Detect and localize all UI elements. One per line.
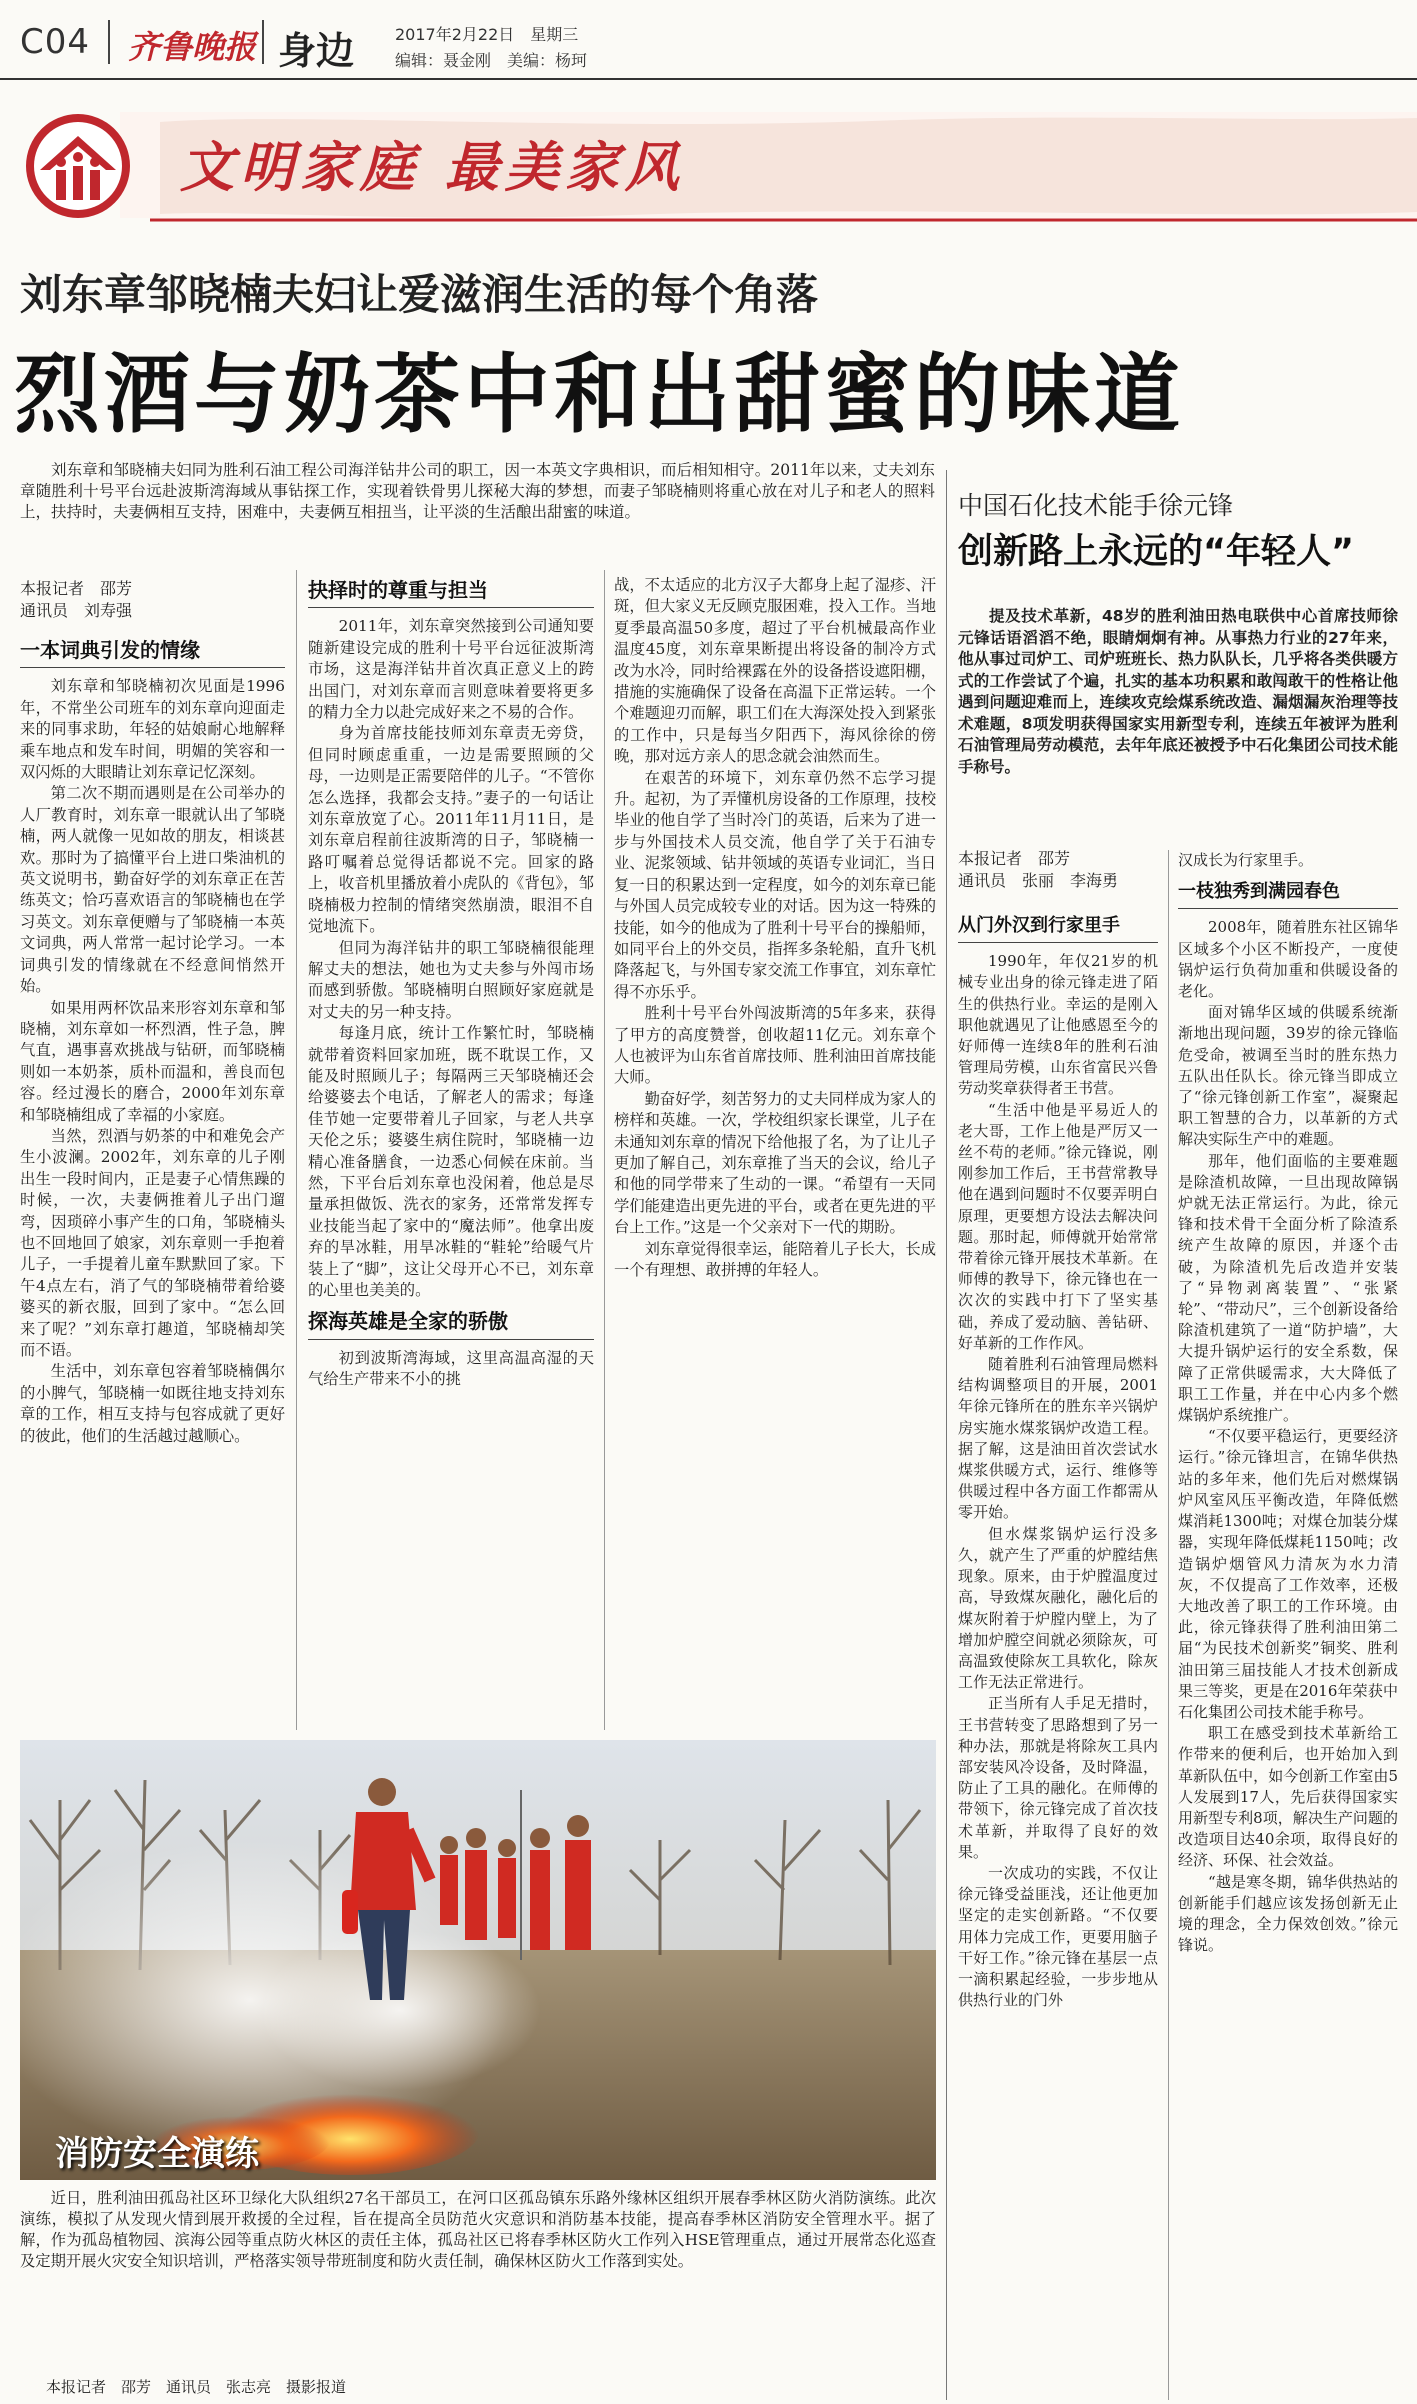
paragraph: 1990年，年仅21岁的机械专业出身的徐元锋走进了陌生的供热行业。幸运的是刚入职他就遇见了让他感恩至今的好师傅一连续8年的胜利石油管理局劳模，山东省富民兴鲁劳动奖章获得者王书营。 bbox=[958, 952, 1158, 1098]
paragraph: 正当所有人手足无措时，王书营转变了思路想到了另一种办法，那就是将除灰工具内部安装风冷设备，及时降温，防止了工具的融化。在师傅的带领下，徐元锋完成了首次技术革新，并取得了良好的效果。 bbox=[958, 1694, 1158, 1861]
story-divider bbox=[946, 470, 947, 2400]
paragraph: 身为首席技能技师刘东章责无旁贷，但同时顾虑重重，一边是需要照顾的父母，一边则是正需要陪伴的儿子。“不管你怎么选择，我都会支持。”妻子的一句话让刘东章放宽了心。2011年11月11日，是刘东章启程前往波斯湾的日子，邹晓楠一路叮嘱着总觉得话都说不完。回家的路上，收音机里播放着小虎队的《背包》，邹晓楠极力控制的情绪突然崩溃，眼泪不自觉地流下。 bbox=[308, 724, 594, 936]
side-story-byline bbox=[958, 848, 1158, 892]
section-heading: 从门外汉到行家里手 bbox=[958, 909, 1158, 943]
masthead-divider bbox=[262, 20, 264, 64]
paragraph: “越是寒冬期，锦华供热站的创新能手们越应该发扬创新无止境的理念，全力保效创效。”徐元锋说。 bbox=[1178, 1872, 1398, 1955]
paragraph: “生活中他是平易近人的老大哥，工作上他是严厉又一丝不苟的老师。”徐元锋说，刚刚参加工作后，王书营常教导他在遇到问题时不仅要弄明白原理，更要想方设法去解决问题。那时起，师傅就开始常常带着徐元锋开展技术革新。在师傅的教导下，徐元锋也在一次次的实践中打下了坚实基础，养成了爱动脑、善钻研、好革新的工作作风。 bbox=[958, 1100, 1158, 1352]
side-story-headline: 创新路上永远的“年轻人” bbox=[958, 532, 1355, 572]
paragraph: 如果用两杯饮品来形容刘东章和邹晓楠，刘东章如一杯烈酒，性子急，脾气直，遇事喜欢挑战与钻研，而邹晓楠则如一本奶茶，质朴而温和，善良而包容。经过漫长的磨合，2000年刘东章和邹晓楠组成了幸福的小家庭。 bbox=[20, 998, 285, 1124]
section-heading: 抉择时的尊重与担当 bbox=[308, 574, 594, 608]
paragraph: 生活中，刘东章包容着邹晓楠偶尔的小脾气，邹晓楠一如既往地支持刘东章的工作，相互支持与包容成就了更好的彼此，他们的生活越过越顺心。 bbox=[20, 1362, 285, 1445]
newspaper-name: 齐鲁晚报 bbox=[128, 28, 257, 66]
paragraph: “不仅要平稳运行，更要经济运行。”徐元锋坦言，在锦华供热站的多年来，他们先后对燃煤锅炉风室风压平衡改造，年降低燃煤消耗1300吨；对煤仓加装分煤器，实现年降低煤耗1150吨；改造锅炉烟管风力清灰为水力清灰，不仅提高了工作效率，还极大地改善了职工的工作环境。由此，徐元锋获得了胜利油田第二届“为民技术创新奖”铜奖、胜利油田第三届技能人才技术创新成果三等奖，更是在2016年荣获中石化集团公司技术能手称号。 bbox=[1178, 1427, 1398, 1721]
article-byline bbox=[20, 578, 290, 622]
paragraph: 汉成长为行家里手。 bbox=[1178, 851, 1314, 869]
section-heading: 一枝独秀到满园春色 bbox=[1178, 875, 1398, 909]
section-title: 身边 bbox=[278, 29, 355, 73]
paragraph: 刘东章觉得很幸运，能陪着儿子长大，长成一个有理想、敢拼搏的年轻人。 bbox=[614, 1239, 936, 1279]
paragraph: 刘东章和邹晓楠初次见面是1996年，不常坐公司班车的刘东章向迎面走来的同事求助，年轻的姑娘耐心地解释乘车地点和发车时间，明媚的笑容和一双闪烁的大眼睛让刘东章记忆深刻。 bbox=[20, 677, 285, 782]
civilized-family-logo bbox=[22, 110, 134, 222]
editor-credit: 编辑：聂金刚 美编：杨珂 bbox=[395, 51, 588, 70]
article-headline: 烈酒与奶茶中和出甜蜜的味道 bbox=[14, 345, 1184, 445]
paragraph: 随着胜利石油管理局燃料结构调整项目的开展，2001年徐元锋所在的胜东辛兴锅炉房实施水煤浆锅炉改造工程。据了解，这是油田首次尝试水煤浆供暖方式，运行、维修等供暖过程中各方面工作都需从零开始。 bbox=[958, 1355, 1158, 1522]
article-subheadline: 刘东章邹晓楠夫妇让爱滋润生活的每个角落 bbox=[20, 270, 819, 319]
banner-title: 文明家庭 最美家风 bbox=[180, 135, 685, 199]
correspondent-credit: 通讯员 张丽 李海勇 bbox=[958, 871, 1119, 890]
section-heading: 探海英雄是全家的骄傲 bbox=[308, 1305, 594, 1339]
fire-drill-photo bbox=[20, 1740, 936, 2180]
paragraph: 一次成功的实践，不仅让徐元锋受益匪浅，还让他更加坚定的走实创新路。“不仅要用体力完成工作，更要用脑子干好工作。”徐元锋在基层一点一滴积累起经验，一步步地从供热行业的门外 bbox=[958, 1863, 1158, 2010]
page-number: C04 bbox=[20, 22, 91, 62]
column-rule bbox=[604, 570, 605, 1730]
paragraph: 2011年，刘东章突然接到公司通知要随新建设完成的胜利十号平台远征波斯湾市场，这是海洋钻井首次真正意义上的跨出国门，对刘东章而言则意味着要将更多的精力全力以赴完成好来之不易的合作。 bbox=[308, 617, 594, 722]
paragraph: 但水煤浆锅炉运行没多久，就产生了严重的炉膛结焦现象。原来，由于炉膛温度过高，导致煤灰融化，融化后的煤灰附着于炉膛内壁上，为了增加炉膛空间就必须除灰，可高温致使除灰工具软化，除灰工作无法正常进行。 bbox=[958, 1524, 1158, 1692]
paragraph: 当然，烈酒与奶茶的中和难免会产生小波澜。2002年，刘东章的儿子刚出生一段时间内，正是妻子心情焦躁的时候，一次，夫妻俩推着儿子出门遛弯，因琐碎小事产生的口角，邹晓楠头也不回地回了娘家，刘东章则一手抱着儿子，一手提着儿童车默默回了家。下午4点左右，消了气的邹晓楠带着给婆婆买的新衣服，回到了家中。“怎么回来了呢？”刘东章打趣道，邹晓楠却笑而不语。 bbox=[20, 1126, 285, 1359]
issue-date: 2017年2月22日 星期三 bbox=[395, 25, 579, 44]
paragraph: 胜利十号平台外闯波斯湾的5年多来，获得了甲方的高度赞誉，创收超11亿元。刘东章个人也被评为山东省首席技师、胜利油田首席技能大师。 bbox=[614, 1004, 936, 1087]
paragraph: 第二次不期而遇则是在公司举办的人厂教育时，刘东章一眼就认出了邹晓楠，两人就像一见如故的朋友，相谈甚欢。那时为了搞懂平台上进口柴油机的英文说明书，勤奋好学的刘东章正在苦练英文；恰巧喜欢语言的邹晓楠也在学习英文。刘东章便赠与了邹晓楠一本英文词典，两人常常一起讨论学习。一本词典引发的情缘就在不经意间悄然开始。 bbox=[20, 784, 285, 996]
paragraph: 战，不太适应的北方汉子大都身上起了湿疹、汗斑，但大家义无反顾克服困难，投入工作。当地夏季最高温50多度，超过了平台机械最高作业温度45度，刘东章果断提出将设备的制冷方式改为水冷，同时给裸露在外的设备搭设遮阳棚，措施的实施确保了设备在高温下正常运转。一个个难题迎刃而解，职工们在大海深处投入到紧张的工作中，只是每当夕阳西下，海风徐徐的傍晚，那对远方亲人的思念就会油然而生。 bbox=[614, 576, 936, 766]
side-column-1 bbox=[958, 905, 1158, 2400]
article-column-1 bbox=[20, 630, 285, 1735]
paragraph: 面对锦华区域的供暖系统渐渐地出现问题，39岁的徐元锋临危受命，被调至当时的胜东热力五队出任队长。徐元锋当即成立了“徐元锋创新工作室”，凝聚起职工智慧的合力，以革新的方式解决实际生产中的难题。 bbox=[1178, 1003, 1398, 1149]
paragraph: 职工在感受到技术革新给工作带来的便利后，也开始加入到革新队伍中，如今创新工作室由5人发展到17人，先后获得国家实用新型专利8项，解决生产问题的改造项目达40余项，取得良好的经济、环保、社会效益。 bbox=[1178, 1724, 1398, 1870]
reporter-credit: 本报记者 邵芳 bbox=[20, 579, 133, 598]
article-column-2 bbox=[308, 570, 594, 1735]
masthead-divider bbox=[108, 20, 110, 64]
photo-credit: 本报记者 邵芳 通讯员 张志亮 摄影报道 bbox=[46, 2378, 347, 2396]
photo-title: 消防安全演练 bbox=[55, 2134, 259, 2174]
paragraph: 每逢月底，统计工作繁忙时，邹晓楠就带着资料回家加班，既不耽误工作，又能及时照顾儿子；每隔两三天邹晓楠还会给婆婆去个电话，了解老人的需求；每逢佳节她一定要带着儿子回家，与老人共享天伦之乐；婆婆生病住院时，邹晓楠一边精心准备膳食，一边悉心伺候在床前。当然，下平台后刘东章也没闲着，他总是尽量承担做饭、洗衣的家务，还常常发挥专业技能当起了家中的“魔法师”。他拿出废弃的旱冰鞋，用旱冰鞋的“鞋轮”给暖气片装上了“脚”，这让父母开心不已，刘东章的心里也美美的。 bbox=[308, 1024, 594, 1299]
paragraph: 在艰苦的环境下，刘东章仍然不忘学习提升。起初，为了弄懂机房设备的工作原理，技校毕业的他自学了当时冷门的英语，后来为了进一步与外国技术人员交流，他自学了关于石油专业、泥浆领域、钻井领域的英语专业词汇，当日复一日的积累达到一定程度，如今的刘东章已能与外国人员完成较专业的对话。因为这一特殊的技能，如今的他成为了胜利十号平台的操船师，如同平台上的外交员，指挥多条轮船，直升飞机降落起飞，与外国专家交流工作事宜，刘东章忙得不亦乐乎。 bbox=[614, 768, 936, 1001]
article-lead: 刘东章和邹晓楠夫妇同为胜利石油工程公司海洋钻井公司的职工，因一本英文字典相识，而后相知相守。2011年以来，丈夫刘东章随胜利十号平台远赴波斯湾海域从事钻探工作，实现着铁骨男儿探秘大海的梦想，而妻子邹晓楠则将重心放在对儿子和老人的照料上，扶持时，夫妻俩相互支持，困难中，夫妻俩互相扭当，让平淡的生活酿出甜蜜的味道。 bbox=[20, 461, 935, 521]
column-rule bbox=[296, 570, 297, 1730]
side-story-lead: 提及技术革新，48岁的胜利油田热电联供中心首席技师徐元锋话语滔滔不绝，眼睛炯炯有神。从事热力行业的27年来，他从事过司炉工、司炉班班长、热力队队长，几乎将各类供暖方式的工作尝试了个遍，扎实的基本功积累和敢闯敢干的性格让他遇到问题迎难而上，连续攻克绘煤系统改造、漏烟漏灰治理等技术难题，8项发明获得国家实用新型专利，连续五年被评为胜利石油管理局劳动模范，去年年底还被授予中石化集团公司技术能手称号。 bbox=[958, 607, 1398, 776]
paragraph: 2008年，随着胜东社区锦华区域多个小区不断投产，一度使锅炉运行负荷加重和供暖设备的老化。 bbox=[1178, 918, 1398, 1001]
photo-caption: 近日，胜利油田孤岛社区环卫绿化大队组织27名干部员工，在河口区孤岛镇东乐路外缘林区组织开展春季林区防火消防演练。此次演练，模拟了从发现火情到展开救援的全过程，旨在提高全员防范火灾意识和消防基本技能，提高春季林区消防安全管理水平。据了解，作为孤岛植物园、滨海公园等重点防火林区的责任主体，孤岛社区已将春季林区防火工作列入HSE管理重点，通过开展常态化巡查及定期开展火灾安全知识培训，严格落实领导带班制度和防火责任制，确保林区防火工作落到实处。 bbox=[20, 2189, 936, 2270]
correspondent-credit: 通讯员 刘寿强 bbox=[20, 601, 133, 620]
paragraph: 但同为海洋钻井的职工邹晓楠很能理解丈夫的想法，她也为丈夫参与外闯市场而感到骄傲。邹晓楠明白照顾好家庭就是对丈夫的另一种支持。 bbox=[308, 938, 594, 1021]
paragraph: 那年，他们面临的主要难题是除渣机故障，一旦出现故障锅炉就无法正常运行。为此，徐元锋和技术骨干全面分析了除渣系统产生故障的原因，并逐个击破，为除渣机先后改造并安装了“异物剥离装置”、“张紧轮”、“带动尺”，三个创新设备给除渣机建筑了一道“防护墙”，大大提升锅炉运行的安全系数，保障了正常供暖需求，大大降低了职工工作量，并在中心内多个燃煤锅炉系统推广。 bbox=[1178, 1151, 1398, 1425]
side-column-2 bbox=[1178, 850, 1398, 2400]
paragraph: 初到波斯湾海域，这里高温高湿的天气给生产带来不小的挑 bbox=[308, 1348, 594, 1389]
reporter-credit: 本报记者 邵芳 bbox=[958, 849, 1071, 868]
column-rule bbox=[1168, 850, 1169, 2400]
article-column-3 bbox=[614, 575, 936, 1735]
section-heading: 一本词典引发的情缘 bbox=[20, 634, 285, 668]
side-story-subheadline: 中国石化技术能手徐元锋 bbox=[958, 491, 1234, 520]
paragraph: 勤奋好学，刻苦努力的丈夫同样成为家人的榜样和英雄。一次，学校组织家长课堂，儿子在未通知刘东章的情况下给他报了名，为了让儿子更加了解自己，刘东章推了当天的会议，给儿子和他的同学带来了生动的一课。“希望有一天同学们能建造出更先进的平台，或者在更先进的平台上工作。”这是一个父亲对下一代的期盼。 bbox=[614, 1089, 936, 1237]
